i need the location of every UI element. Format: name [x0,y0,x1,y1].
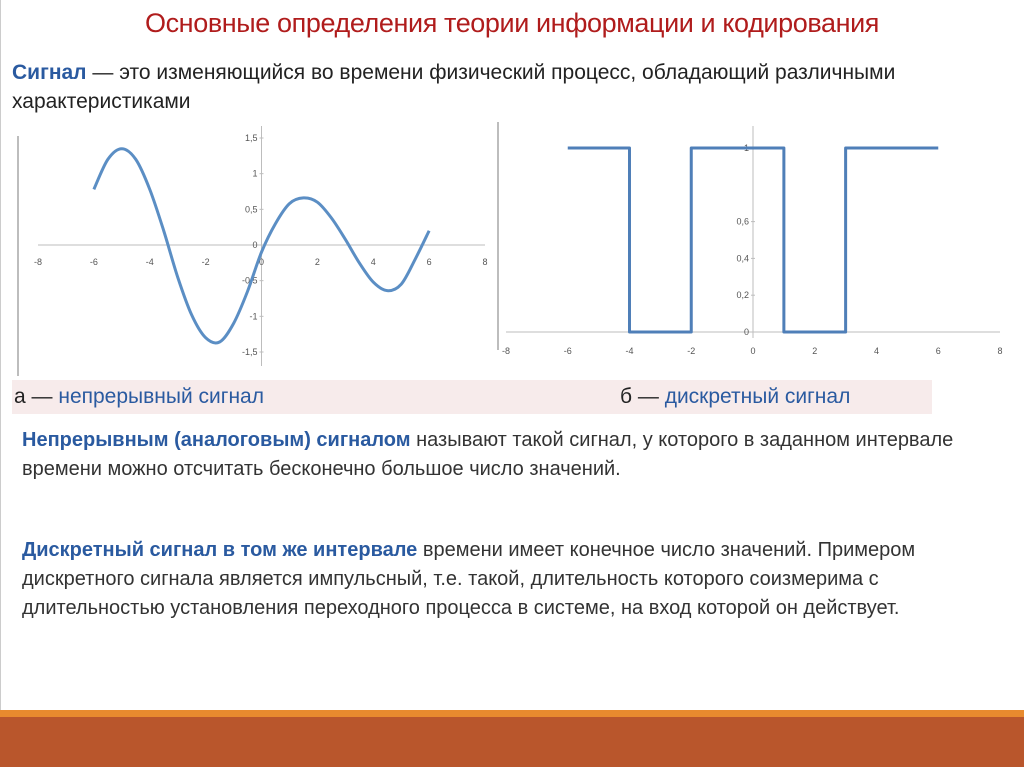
y-tick-label: 0,5 [244,204,258,215]
x-tick-label: 8 [997,346,1003,356]
signal-keyword: Сигнал [12,61,87,84]
x-tick-label: 6 [426,257,432,267]
x-tick-label: 0 [750,346,756,356]
paragraph-discrete [22,536,1002,623]
signal-definition-text: — это изменяющийся во времени физический процесс, обладающий различными характеристиками [12,61,896,113]
y-tick-label: 0 [743,327,749,337]
x-tick-label: 0 [258,257,265,267]
discrete-signal-chart [490,118,1014,366]
y-tick-label: -0,5 [241,275,258,286]
paragraph-continuous-keyword: Непрерывным (аналоговым) сигналом [22,429,411,451]
y-tick-label: 1 [743,143,749,153]
y-tick-label: 1,5 [244,133,258,143]
continuous-signal-chart [6,118,494,380]
caption-a-text: непрерывный сигнал [58,385,264,408]
y-tick-label: 0,4 [736,253,749,264]
y-tick-label: -1,5 [241,347,258,357]
x-tick-label: 2 [812,346,818,356]
paragraph-continuous [22,426,1002,484]
x-tick-label: -2 [687,346,696,356]
caption-b-text: дискретный сигнал [664,385,851,408]
paragraph-continuous-text: называют такой сигнал, у которого в заданном интервале времени можно отсчитать бесконечно большое число значений. [22,429,954,480]
x-tick-label: -2 [201,257,210,267]
paragraph-discrete-keyword: Дискретный сигнал в том же интервале [22,539,418,561]
x-tick-label: -4 [145,257,154,267]
x-tick-label: -8 [501,346,511,356]
caption-b-prefix: б — [620,385,665,408]
paragraph-discrete-text: времени имеет конечное число значений. Примером дискретного сигнала является импульсный, т.е. такой, длительность которого соизмерима с длительностью установления переходного процесса в системе, на вход которой он действует. [22,539,916,619]
slide-title: Основные определения теории информации и кодирования [144,8,880,38]
slide-left-edge [0,0,1,767]
x-tick-label: 2 [314,257,320,267]
y-tick-label: 0,2 [736,290,749,301]
x-tick-label: -6 [563,346,572,356]
y-tick-label: 0 [252,240,258,250]
x-tick-label: -4 [625,346,634,356]
y-tick-label: 1 [252,168,258,179]
caption-a [14,382,264,412]
signal-definition [12,58,1002,116]
caption-b [620,382,850,412]
y-tick-label: -1 [249,311,258,322]
footer-accent-line [0,710,1024,717]
x-tick-label: -8 [33,257,43,267]
footer-bar [0,717,1024,767]
x-tick-label: 4 [873,346,880,356]
x-tick-label: 6 [935,346,941,356]
x-tick-label: -6 [89,257,98,267]
x-tick-label: 4 [370,257,376,267]
x-tick-label: 8 [482,257,488,267]
y-tick-label: 0,6 [736,216,749,227]
caption-a-prefix: а — [14,385,59,408]
